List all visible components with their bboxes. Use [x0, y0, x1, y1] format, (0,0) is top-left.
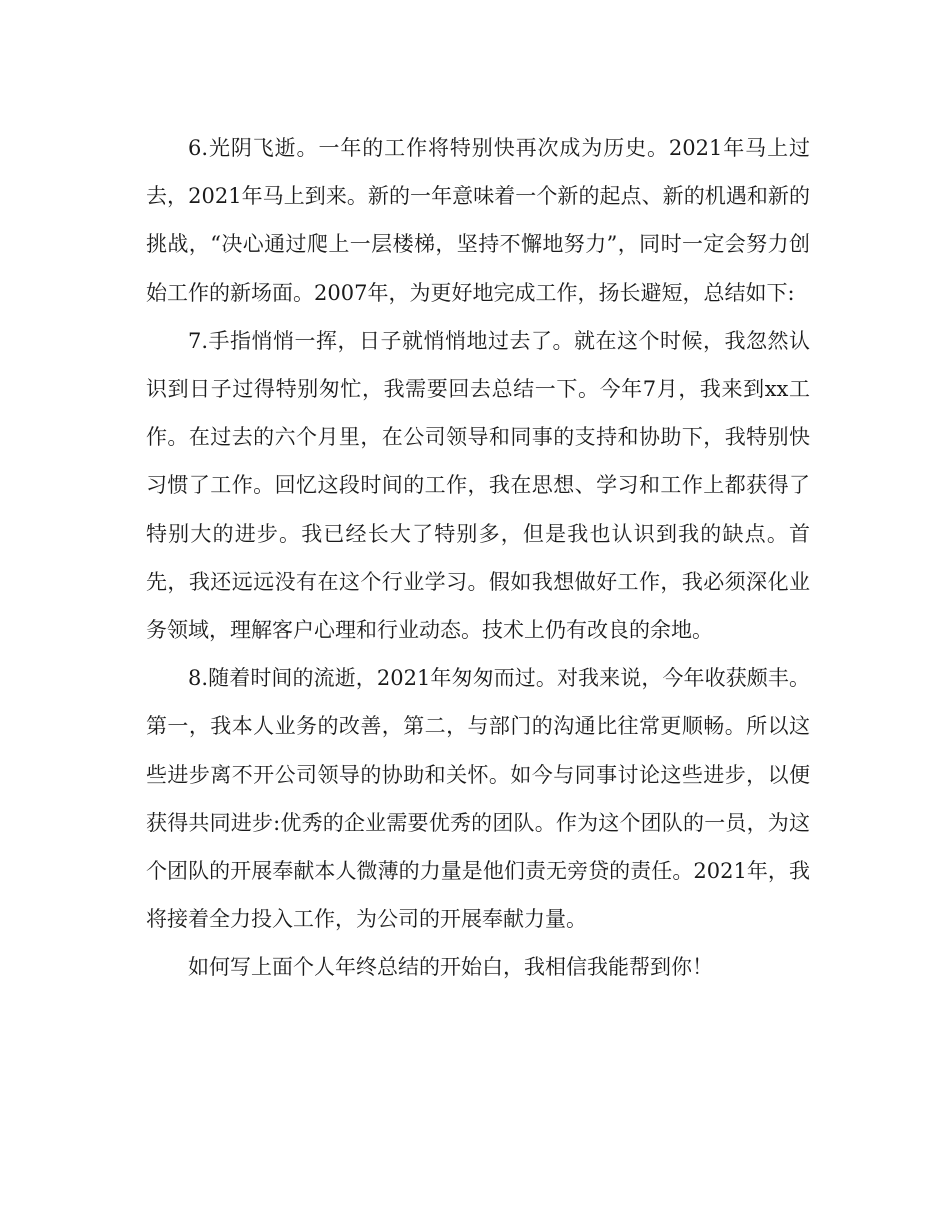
paragraph-6: 6.光阴飞逝。一年的工作将特别快再次成为历史。2021年马上过去，2021年马上到来。新的一年意味着一个新的起点、新的机遇和新的挑战，“决心通过爬上一层楼梯，坚持不懈地努力”，同时一定会努力创始工作的新场面。2007年，为更好地完成工作，扬长避短，总结如下: — [146, 136, 810, 305]
closing-paragraph: 如何写上面个人年终总结的开始白，我相信我能帮到你！ — [188, 955, 713, 980]
paragraph-8: 8.随着时间的流逝，2021年匆匆而过。对我来说，今年收获颇丰。第一，我本人业务的改善，第二，与部门的沟通比往常更顺畅。所以这些进步离不开公司领导的协助和关怀。如今与同事讨论这些进步，以便获得共同进步:优秀的企业需要优秀的团队。作为这个团队的一员，为这个团队的开展奉献本人微薄的力量是他们责无旁贷的责任。2021年，我将接着全力投入工作，为公司的开展奉献力量。 — [146, 666, 810, 932]
paragraph-7: 7.手指悄悄一挥，日子就悄悄地过去了。就在这个时候，我忽然认识到日子过得特别匆忙，我需要回去总结一下。今年7月，我来到xx工作。在过去的六个月里，在公司领导和同事的支持和协助下，我特别快习惯了工作。回忆这段时间的工作，我在思想、学习和工作上都获得了特别大的进步。我已经长大了特别多，但是我也认识到我的缺点。首先，我还远远没有在这个行业学习。假如我想做好工作，我必须深化业务领域，理解客户心理和行业动态。技术上仍有改良的余地。 — [146, 328, 810, 643]
document-body — [146, 124, 810, 992]
